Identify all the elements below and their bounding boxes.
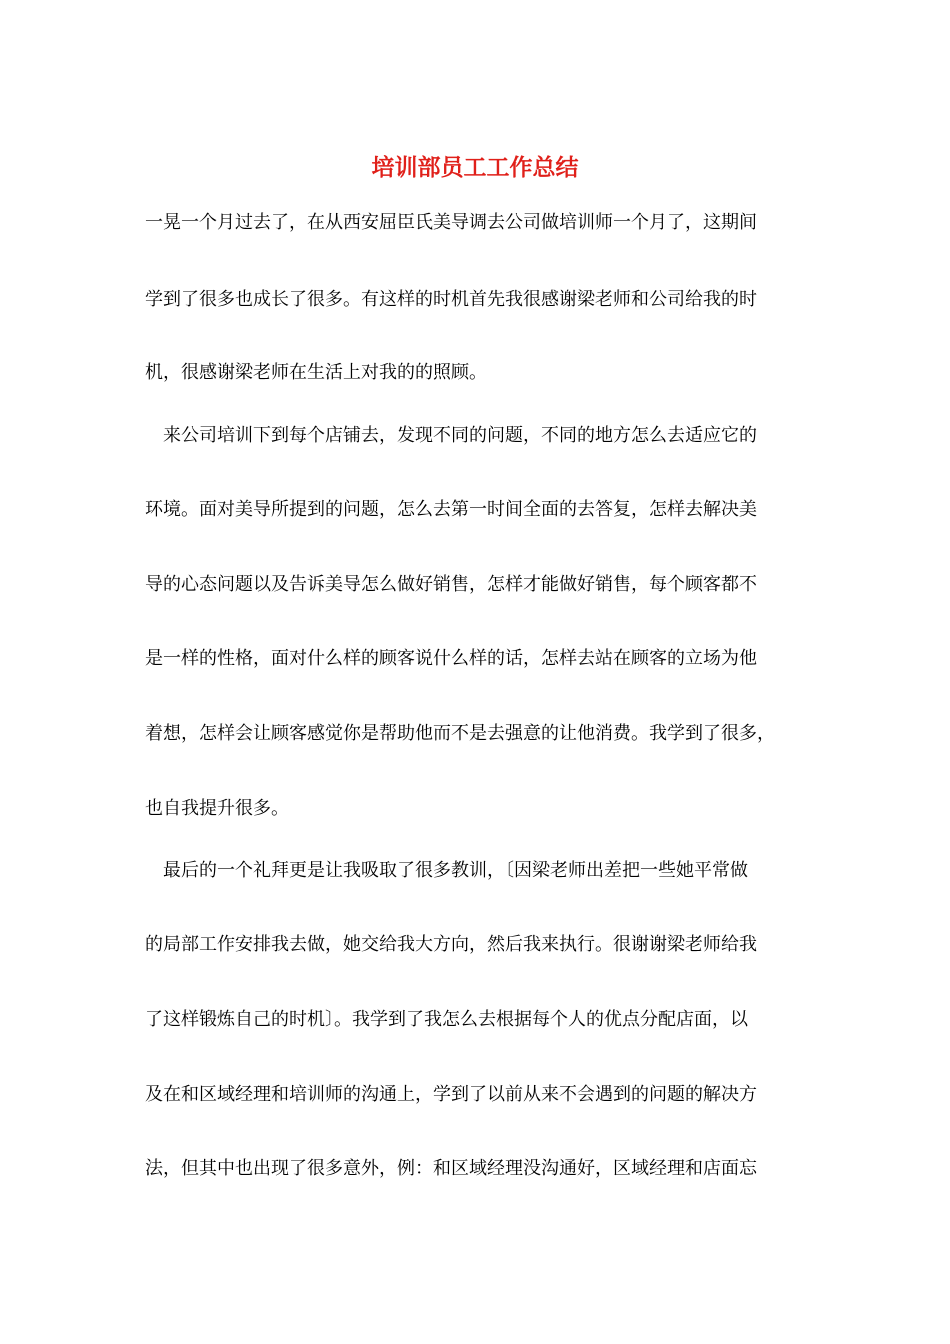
body-line-13: 及在和区域经理和培训师的沟通上，学到了以前从来不会遇到的问题的解决方: [145, 1084, 757, 1105]
body-line-1: 一晃一个月过去了，在从西安屈臣氏美导调去公司做培训师一个月了，这期间: [145, 212, 757, 233]
body-line-10: 最后的一个礼拜更是让我吸取了很多教训，〔因梁老师出差把一些她平常做: [163, 860, 748, 881]
document-title: 培训部员工工作总结: [371, 154, 579, 181]
body-line-8: 着想，怎样会让顾客感觉你是帮助他而不是去强意的让他消费。我学到了很多，: [145, 723, 775, 744]
body-line-4: 来公司培训下到每个店铺去，发现不同的问题，不同的地方怎么去适应它的: [163, 425, 757, 446]
body-line-2: 学到了很多也成长了很多。有这样的时机首先我很感谢梁老师和公司给我的时: [145, 289, 757, 310]
body-line-5: 环境。面对美导所提到的问题，怎么去第一时间全面的去答复，怎样去解决美: [145, 499, 757, 520]
body-line-9: 也自我提升很多。: [145, 798, 289, 819]
body-line-11: 的局部工作安排我去做，她交给我大方向，然后我来执行。很谢谢梁老师给我: [145, 934, 757, 955]
body-line-6: 导的心态问题以及告诉美导怎么做好销售，怎样才能做好销售，每个顾客都不: [145, 574, 757, 595]
body-line-14: 法，但其中也出现了很多意外，例：和区域经理没沟通好，区域经理和店面忘: [145, 1158, 757, 1179]
body-line-3: 机，很感谢梁老师在生活上对我的的照顾。: [145, 362, 487, 383]
body-line-7: 是一样的性格，面对什么样的顾客说什么样的话，怎样去站在顾客的立场为他: [145, 648, 757, 669]
body-line-12: 了这样锻炼自己的时机〕。我学到了我怎么去根据每个人的优点分配店面，以: [145, 1009, 748, 1030]
